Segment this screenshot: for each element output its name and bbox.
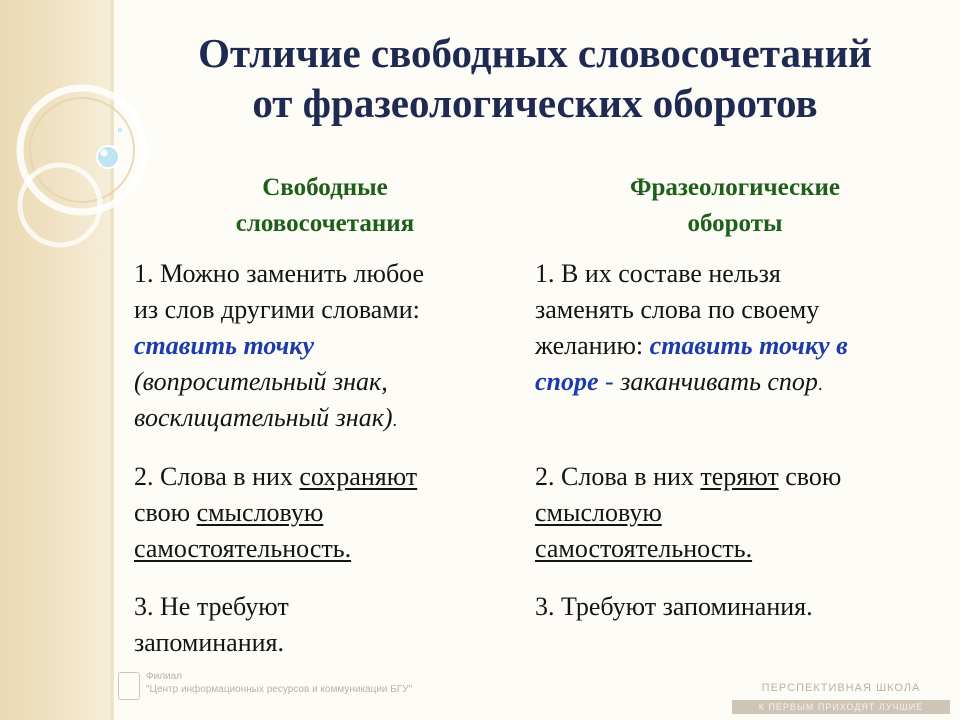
row-3-left-cell [134, 589, 514, 661]
row-2-right-line-2: смысловую [535, 498, 662, 527]
keyword-retain: сохраняют [299, 462, 418, 491]
row-3-left-line-1: 3. Не требуют [134, 592, 289, 621]
row-2-right-pre: 2. Слова в них [535, 462, 694, 491]
footer-school-logo [732, 682, 950, 716]
column-header-right-line-1: Фразеологические [630, 174, 840, 201]
footer-right-line-2: К ПЕРВЫМ ПРИХОДЯТ ЛУЧШИЕ [732, 700, 950, 714]
row-1-left-cell [134, 256, 514, 438]
footer-right-line-1: ПЕРСПЕКТИВНАЯ ШКОЛА [761, 682, 921, 694]
row-3-right-cell [535, 589, 945, 625]
row-1-left-line-2: из слов другими словами: [134, 295, 420, 324]
example-phrase: ставить точку [134, 331, 315, 360]
row-1-left-line-1: 1. Можно заменить любое [134, 259, 425, 288]
row-2-right-post: свою [785, 462, 842, 491]
title-line-1: Отличие свободных словосочетаний [198, 30, 872, 76]
row-1-left-line-5-end: . [392, 410, 398, 430]
row-3-right-line-1: 3. Требуют запоминания. [535, 592, 813, 621]
row-1-left-line-5: восклицательный знак) [134, 403, 393, 432]
column-header-right-line-2: обороты [687, 210, 783, 237]
column-header-idioms [560, 170, 910, 242]
row-2-left-line-2b: смысловую [196, 498, 324, 527]
idiom-dash: - [605, 367, 614, 396]
idiom-example: ставить точку в [649, 331, 848, 360]
row-2-right-line-3: самостоятельность. [535, 534, 753, 563]
row-1-right-line-3-pre: желанию: [535, 331, 644, 360]
row-1-left-line-4: (вопросительный знак, [134, 367, 388, 396]
row-2-right-cell [535, 459, 945, 567]
footer-left-line-1: Филиал [146, 671, 183, 682]
title-line-2: от фразеологических оборотов [252, 80, 818, 126]
row-3-left-line-2: запоминания. [134, 628, 284, 657]
row-2-left-line-2a: свою [134, 498, 191, 527]
row-1-right-line-2: заменять слова по своему [535, 295, 820, 324]
book-logo-icon [118, 672, 140, 700]
column-header-free-phrases [160, 170, 490, 242]
row-1-right-line-1: 1. В их составе нельзя [535, 259, 781, 288]
slide-title [120, 28, 950, 128]
column-header-left-line-2: словосочетания [235, 210, 415, 237]
footer-left-line-2: "Центр информационных ресурсов и коммуникации БГУ" [146, 684, 413, 695]
row-2-left-cell [134, 459, 514, 567]
idiom-meaning: заканчивать спор [620, 367, 818, 396]
row-2-left-line-3: самостоятельность. [134, 534, 352, 563]
left-decorative-band [0, 0, 112, 720]
idiom-meaning-end: . [817, 374, 823, 394]
column-header-left-line-1: Свободные [262, 174, 388, 201]
row-1-right-cell [535, 256, 945, 402]
keyword-lose: теряют [700, 462, 779, 491]
idiom-example-end: споре [535, 367, 599, 396]
row-2-left-pre: 2. Слова в них [134, 462, 293, 491]
